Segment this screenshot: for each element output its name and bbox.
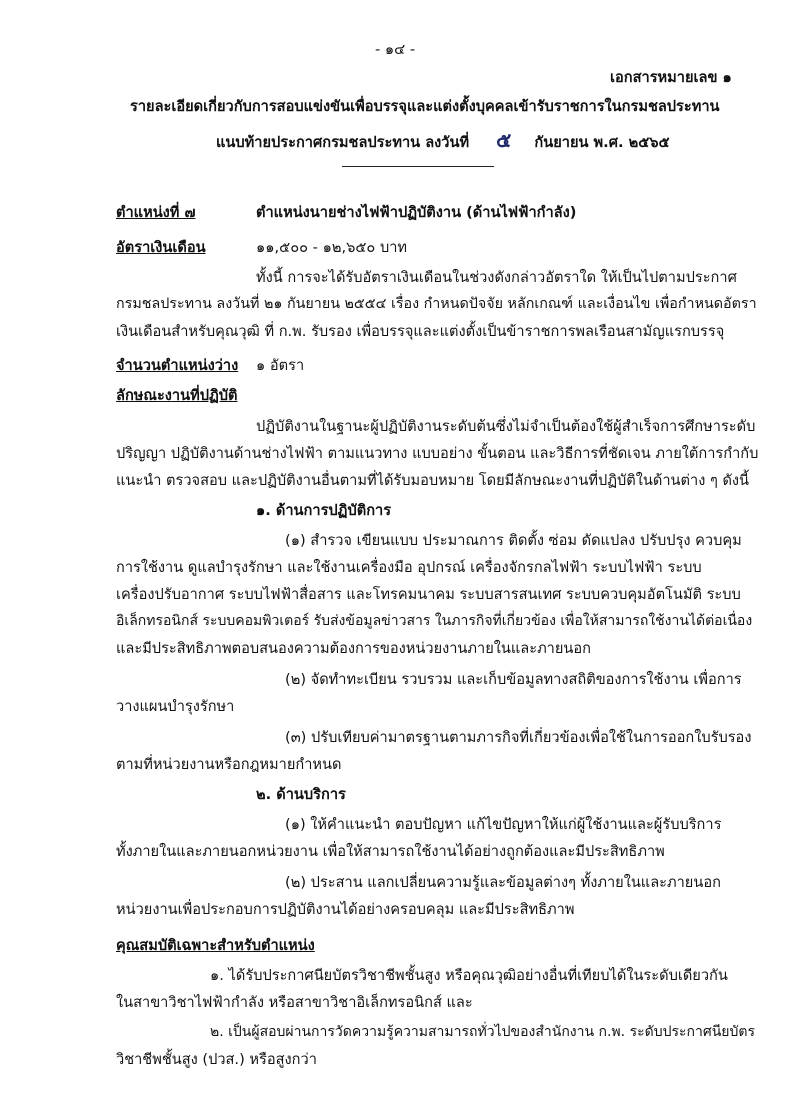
salary-value: ๑๑,๕๐๐ - ๑๒,๖๕๐ บาท bbox=[256, 239, 408, 256]
title-date-suffix: กันยายน พ.ศ. ๒๕๖๕ bbox=[534, 134, 670, 151]
s2-item2-line: หน่วยงานเพื่อประกอบการปฏิบัติงานได้อย่างครอบคลุม และมีประสิทธิภาพ bbox=[116, 901, 575, 918]
qualification-item1-line: ในสาขาวิชาไฟฟ้ากำลัง หรือสาขาวิชาอิเล็กทรอนิกส์ และ bbox=[116, 994, 473, 1011]
s1-item3-line: ตามที่หน่วยงานหรือกฎหมายกำหนด bbox=[116, 756, 342, 773]
salary-note-line: ทั้งนี้ การจะได้รับอัตราเงินเดือนในช่วงดังกล่าวอัตราใด ให้เป็นไปตามประกาศ bbox=[256, 269, 737, 286]
vacancy-label: จำนวนตำแหน่งว่าง bbox=[116, 357, 239, 374]
vacancy-value: ๑ อัตรา bbox=[256, 357, 305, 374]
qualification-item2-line: วิชาชีพชั้นสูง (ปวส.) หรือสูงกว่า bbox=[116, 1051, 317, 1068]
section-1-title: ๑. ด้านการปฏิบัติการ bbox=[256, 502, 392, 519]
section-2-title: ๒. ด้านบริการ bbox=[256, 786, 346, 803]
s2-item1-line: (๑) ให้คำแนะนำ ตอบปัญหา แก้ไขปัญหาให้แก่ผู้ใช้งานและผู้รับบริการ bbox=[285, 816, 722, 833]
s1-item1-line: เครื่องปรับอากาศ ระบบไฟฟ้าสื่อสาร และโทรคมนาคม ระบบสารสนเทศ ระบบควบคุมอัตโนมัติ ระบบ bbox=[116, 586, 741, 603]
document-title-line2 bbox=[216, 124, 670, 156]
document-title-line1: รายละเอียดเกี่ยวกับการสอบแข่งขันเพื่อบรรจุและแต่งตั้งบุคคลเข้ารับราชการในกรมชลประทาน bbox=[130, 98, 720, 115]
salary-label: อัตราเงินเดือน bbox=[116, 239, 206, 256]
job-nature-intro-line: ปฏิบัติงานในฐานะผู้ปฏิบัติงานระดับต้นซึ่งไม่จำเป็นต้องใช้ผู้สำเร็จการศึกษาระดับ bbox=[256, 418, 756, 435]
s1-item2-line: วางแผนบำรุงรักษา bbox=[116, 698, 235, 715]
page-number: - ๑๔ - bbox=[375, 41, 416, 58]
title-divider bbox=[342, 166, 494, 167]
position-value: ตำแหน่งนายช่างไฟฟ้าปฏิบัติงาน (ด้านไฟฟ้ากำลัง) bbox=[256, 204, 577, 221]
s2-item2-line: (๒) ประสาน แลกเปลี่ยนความรู้และข้อมูลต่างๆ ทั้งภายในและภายนอก bbox=[285, 874, 721, 891]
s1-item3-line: (๓) ปรับเทียบค่ามาตรฐานตามภารกิจที่เกี่ยวข้องเพื่อใช้ในการออกใบรับรอง bbox=[285, 729, 752, 746]
salary-note-line: เงินเดือนสำหรับคุณวุฒิ ที่ ก.พ. รับรอง เพื่อบรรจุและแต่งตั้งเป็นข้าราชการพลเรือนสามัญแรกบรรจุ bbox=[116, 323, 725, 340]
s1-item1-line: (๑) สำรวจ เขียนแบบ ประมาณการ ติดตั้ง ซ่อม ดัดแปลง ปรับปรุง ควบคุม bbox=[285, 532, 742, 549]
s2-item1-line: ทั้งภายในและภายนอกหน่วยงาน เพื่อให้สามารถใช้งานได้อย่างถูกต้องและมีประสิทธิภาพ bbox=[116, 843, 665, 860]
s1-item1-line: การใช้งาน ดูแลบำรุงรักษา และใช้งานเครื่องมือ อุปกรณ์ เครื่องจักรกลไฟฟ้า ระบบไฟฟ้า ระบบ bbox=[116, 559, 702, 576]
salary-note-line: กรมชลประทาน ลงวันที่ ๒๑ กันยายน ๒๕๕๔ เรื่อง กำหนดปัจจัย หลักเกณฑ์ และเงื่อนไข เพื่อกำหนดอัตรา bbox=[116, 296, 757, 312]
title-date-prefix: แนบท้ายประกาศกรมชลประทาน ลงวันที่ bbox=[216, 134, 470, 151]
document-number: เอกสารหมายเลข ๑ bbox=[610, 69, 732, 86]
qualification-item2-line: ๒. เป็นผู้สอบผ่านการวัดความรู้ความสามารถทั่วไปของสำนักงาน ก.พ. ระดับประกาศนียบัตร bbox=[210, 1024, 756, 1040]
job-nature-intro-line: แนะนำ ตรวจสอบ และปฏิบัติงานอื่นตามที่ได้รับมอบหมาย โดยมีลักษณะงานที่ปฏิบัติในด้านต่าง ๆ ดังนี้ bbox=[116, 472, 750, 489]
s1-item1-line: และมีประสิทธิภาพตอบสนองความต้องการของหน่วยงานภายในและภายนอก bbox=[116, 640, 592, 657]
qualification-item1-line: ๑. ได้รับประกาศนียบัตรวิชาชีพชั้นสูง หรือคุณวุฒิอย่างอื่นที่เทียบได้ในระดับเดียวกัน bbox=[210, 967, 728, 984]
job-nature-intro-line: ปริญญา ปฏิบัติงานด้านช่างไฟฟ้า ตามแนวทาง แบบอย่าง ขั้นตอน และวิธีการที่ชัดเจน ภายใต้การกำกับ bbox=[116, 445, 759, 462]
s1-item1-line: อิเล็กทรอนิกส์ ระบบคอมพิวเตอร์ รับส่งข้อมูลข่าวสาร ในภารกิจที่เกี่ยวข้อง เพื่อให้สามารถใช้งานได้ต่อเนื่อง bbox=[116, 613, 753, 629]
s1-item2-line: (๒) จัดทำทะเบียน รวบรวม และเก็บข้อมูลทางสถิติของการใช้งาน เพื่อการ bbox=[285, 671, 742, 688]
position-label: ตำแหน่งที่ ๗ bbox=[116, 204, 196, 221]
title-date-day: ๕ bbox=[496, 128, 512, 152]
job-nature-label: ลักษณะงานที่ปฏิบัติ bbox=[116, 387, 238, 404]
qualifications-label: คุณสมบัติเฉพาะสำหรับตำแหน่ง bbox=[116, 937, 315, 954]
